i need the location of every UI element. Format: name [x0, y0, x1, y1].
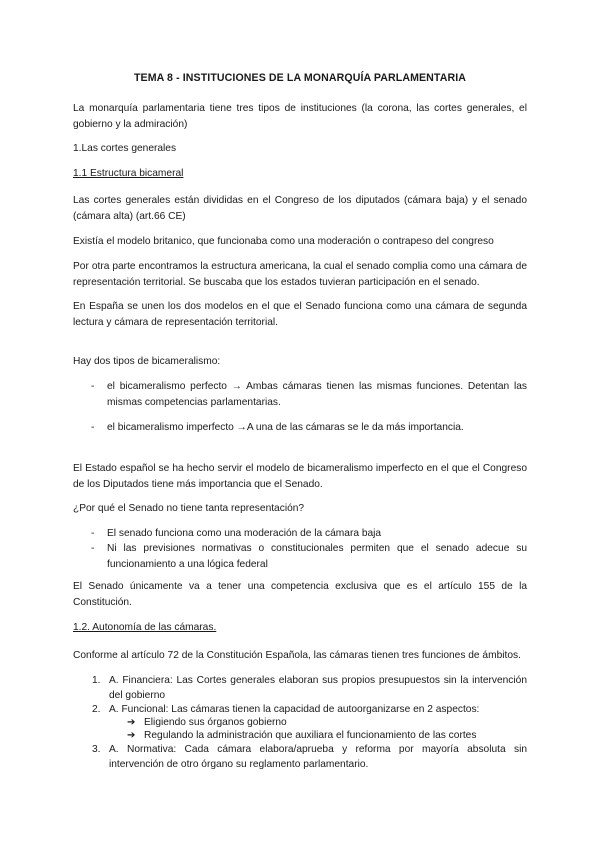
item-number: 2. [92, 704, 101, 715]
intro-paragraph: La monarquía parlamentaria tiene tres tipos de instituciones (la corona, las cortes generales, el gobierno y la admiración) [73, 103, 527, 130]
item-number: 1. [92, 675, 101, 686]
bullet-dash: - [91, 543, 95, 554]
section-heading-cortes: 1.Las cortes generales [73, 143, 177, 154]
paragraph-tipos-bicameralismo: Hay dos tipos de bicameralismo: [73, 356, 221, 367]
paragraph-articulo-155: El Senado únicamente va a tener una competencia exclusiva que es el artículo 155 de la Constitución. [73, 581, 527, 608]
question-senado: ¿Por qué el Senado no tiene tanta representación? [73, 503, 305, 514]
list-item-text: Ni las previsiones normativas o constitucionales permiten que el senado adecue su funcionamiento a una lógica federal [107, 543, 527, 570]
subsection-heading-autonomia: 1.2. Autonomía de las cámaras. [73, 622, 217, 633]
sub-item-text: Eligiendo sus órganos gobierno [144, 717, 287, 728]
subsection-heading-estructura: 1.1 Estructura bicameral [73, 168, 184, 179]
paragraph-modelo-britanico: Existía el modelo britanico, que funcionaba como una moderación o contrapeso del congreso [73, 236, 494, 247]
bullet-dash: - [91, 422, 95, 433]
arrow-right-icon: ➔ [127, 730, 136, 741]
bullet-dash: - [91, 381, 95, 392]
paragraph-division: Las cortes generales están divididas en el Congreso de los diputados (cámara baja) y el senado (cámara alta) (art.66 CE) [73, 195, 527, 222]
item-number: 3. [92, 744, 101, 755]
paragraph-articulo-72: Conforme al artículo 72 de la Constitución Española, las cámaras tienen tres funciones de ámbitos. [73, 650, 521, 661]
paragraph-estado-espanol: El Estado español se ha hecho servir el modelo de bicameralismo imperfecto en el que el Congreso de los Diputados tiene más importancia que el Senado. [73, 463, 527, 490]
item-text: A. Normativa: Cada cámara elabora/aprueba y reforma por mayoría absoluta sin intervención de otro órgano su reglamento parlamentario. [109, 744, 527, 770]
item-text: A. Financiera: Las Cortes generales elaboran sus propios presupuestos sin la intervención del gobierno [109, 675, 527, 701]
bullet-dash: - [91, 528, 95, 539]
paragraph-estructura-americana: Por otra parte encontramos la estructura americana, la cual el senado complia como una cámara de representación territorial. Se buscaba que los estados tuvieran participación en el senado. [73, 261, 527, 288]
paragraph-espana: En España se unen los dos modelos en el que el Senado funciona como una cámara de segunda lectura y cámara de representación territorial. [73, 301, 527, 328]
sub-item-text: Regulando la administración que auxiliara el funcionamiento de las cortes [144, 730, 477, 741]
arrow-right-icon: ➔ [127, 717, 136, 728]
document-title: TEMA 8 - INSTITUCIONES DE LA MONARQUÍA PARLAMENTARIA [133, 72, 467, 84]
item-text: A. Funcional: Las cámaras tienen la capacidad de autoorganizarse en 2 aspectos: [109, 704, 480, 715]
list-item-text: El senado funciona como una moderación de la cámara baja [107, 528, 382, 539]
list-item-text: el bicameralismo perfecto → Ambas cámaras tienen las mismas funciones. Detentan las mismas competencias parlamentarias. [107, 381, 527, 408]
list-item-text: el bicameralismo imperfecto →A una de las cámaras se le da más importancia. [107, 422, 464, 433]
